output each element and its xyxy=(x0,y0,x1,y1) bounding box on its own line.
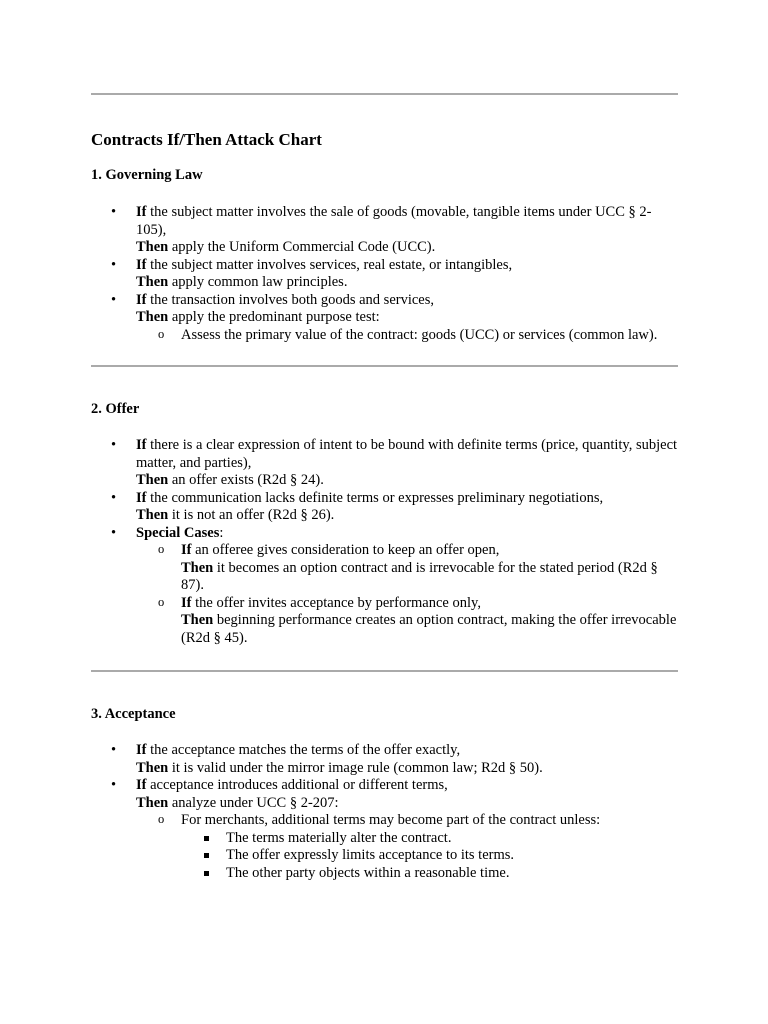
divider-1 xyxy=(91,365,678,367)
sub-list-item: o Assess the primary value of the contract: goods (UCC) or services (common law). xyxy=(136,327,678,345)
divider-top xyxy=(91,93,678,95)
sub-sub-list-item: The terms materially alter the contract. xyxy=(181,830,678,848)
list-item: • If the subject matter involves services, real estate, or intangibles, Then apply common law principles. xyxy=(91,257,678,292)
list-item: • If the subject matter involves the sale of goods (movable, tangible items under UCC § 2-105), Then apply the Uniform Commercial Code (UCC). xyxy=(91,204,678,257)
divider-2 xyxy=(91,670,678,672)
sub-sub-list xyxy=(181,830,678,883)
list-item: • If the communication lacks definite terms or expresses preliminary negotiations, Then it is not an offer (R2d § 26). xyxy=(91,490,678,525)
sub-list-item: o If an offeree gives consideration to keep an offer open, Then it becomes an option contract and is irrevocable for the stated period (R2d § 87). xyxy=(136,542,678,595)
section-heading-offer: 2. Offer xyxy=(91,401,140,417)
sub-list xyxy=(136,812,678,882)
sub-list-item: o For merchants, additional terms may become part of the contract unless: The terms materially alter the contract. The offer expressly limits acceptance to its terms. The other party objects within a reasonable time. xyxy=(136,812,678,882)
section-heading-governing-law: 1. Governing Law xyxy=(91,167,203,183)
sub-sub-list-item: The offer expressly limits acceptance to its terms. xyxy=(181,847,678,865)
special-cases-list xyxy=(136,542,678,647)
offer-list xyxy=(91,437,678,647)
list-item: • If acceptance introduces additional or different terms, Then analyze under UCC § 2-207: o For merchants, additional terms may become part of the contract unless: The terms materially alter the contract. The offer expressly limits acceptance to its terms. The other party objects within a reasonable time. xyxy=(91,777,678,882)
list-item: • If there is a clear expression of intent to be bound with definite terms (price, quantity, subject matter, and parties), Then an offer exists (R2d § 24). xyxy=(91,437,678,490)
list-item: • If the transaction involves both goods and services, Then apply the predominant purpose test: o Assess the primary value of the contract: goods (UCC) or services (common law). xyxy=(91,292,678,345)
sub-list-item: o If the offer invites acceptance by performance only, Then beginning performance creates an option contract, making the offer irrevocable (R2d § 45). xyxy=(136,595,678,648)
section-heading-acceptance: 3. Acceptance xyxy=(91,706,176,722)
list-item: • If the acceptance matches the terms of the offer exactly, Then it is valid under the mirror image rule (common law; R2d § 50). xyxy=(91,742,678,777)
sub-list xyxy=(136,327,678,345)
governing-law-list xyxy=(91,204,678,344)
list-item-special-cases: • Special Cases: o If an offeree gives consideration to keep an offer open, Then it becomes an option contract and is irrevocable for the stated period (R2d § 87). o If the offer invites acceptance by performance only, Then beginning performance creates an option contract, making the offer irrevocable (R2d § 45). xyxy=(91,525,678,648)
acceptance-list xyxy=(91,742,678,882)
sub-sub-list-item: The other party objects within a reasonable time. xyxy=(181,865,678,883)
document-title: Contracts If/Then Attack Chart xyxy=(91,130,322,149)
